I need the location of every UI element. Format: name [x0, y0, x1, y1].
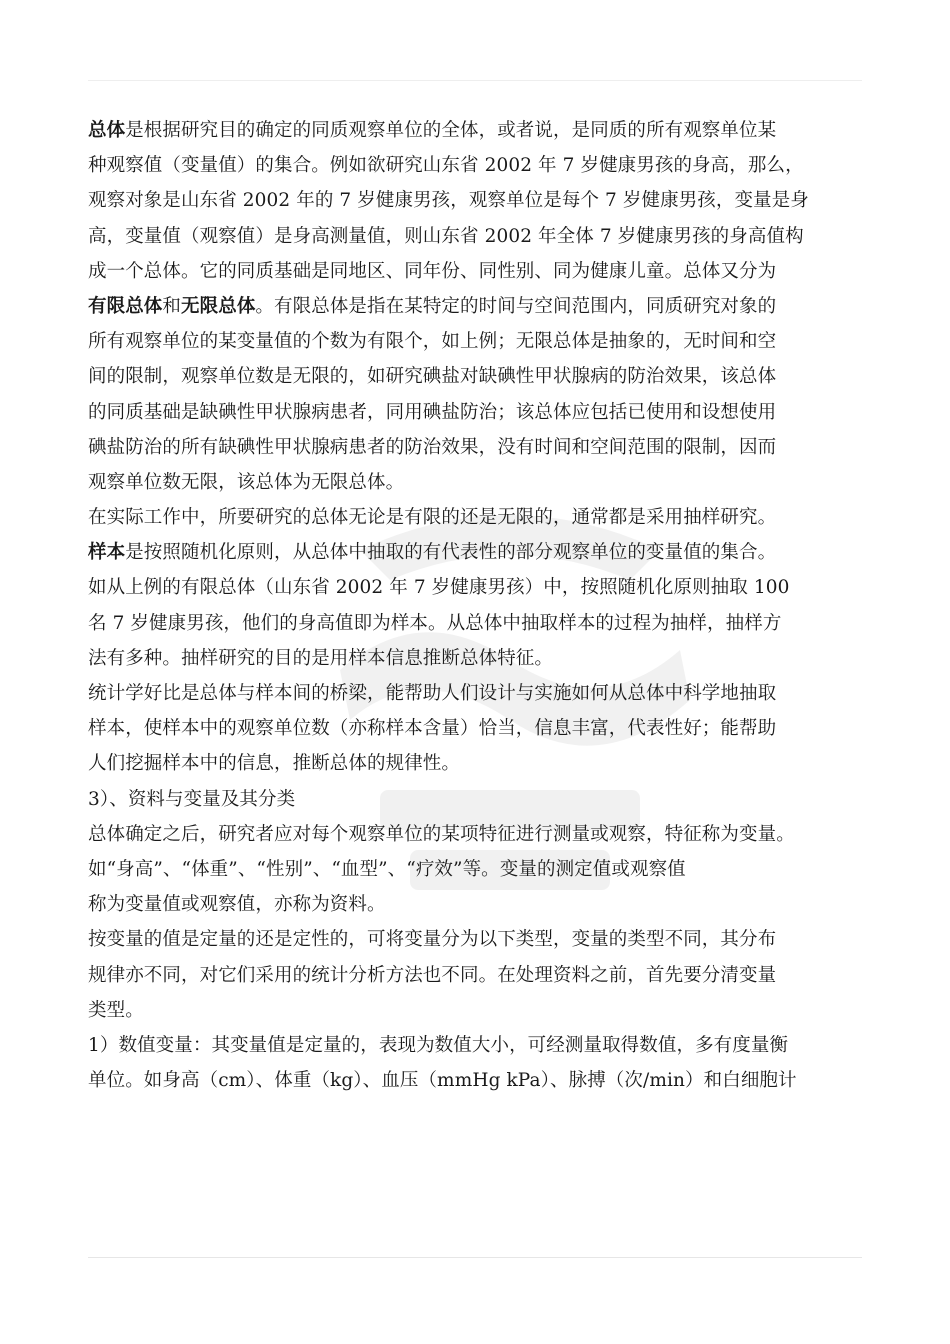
text-segment: 规律亦不同，对它们采用的统计分析方法也不同。在处理资料之前，首先要分清变量: [88, 964, 777, 986]
text-segment: 称为变量值或观察值，亦称为资料。: [88, 894, 386, 916]
text-line: [88, 219, 878, 254]
text-line: [88, 993, 878, 1028]
text-line: [88, 289, 878, 324]
text-line: [88, 500, 878, 535]
text-segment: 是根据研究目的确定的同质观察单位的全体，或者说，是同质的所有观察单位某: [125, 120, 777, 141]
text-segment: 法有多种。抽样研究的目的是用样本信息推断总体特征。: [88, 647, 554, 669]
bold-term: 无限总体: [181, 295, 256, 317]
text-line: [88, 324, 878, 359]
text-segment: 观察单位数无限，该总体为无限总体。: [88, 471, 405, 493]
text-segment: 单位。如身高（cm）、体重（kg）、血压（mmHg kPa）、脉搏（次/min）和白细胞计: [88, 1070, 797, 1092]
text-line: [88, 676, 878, 711]
bold-term: 样本: [88, 542, 126, 564]
text-segment: 类型。: [88, 999, 144, 1021]
text-segment: 如“身高”、“体重”、“性别”、“血型”、“疗效”等。变量的测定值或观察值: [88, 858, 686, 880]
text-line: [88, 887, 878, 922]
text-segment: 名 7 岁健康男孩，他们的身高值即为样本。从总体中抽取样本的过程为抽样，抽样方: [88, 612, 782, 634]
text-segment: 高，变量值（观察值）是身高测量值，则山东省 2002 年全体 7 岁健康男孩的身高值构: [88, 225, 804, 247]
text-segment: 如从上例的有限总体（山东省 2002 年 7 岁健康男孩）中，按照随机化原则抽取 100: [88, 577, 790, 599]
text-line: [88, 465, 878, 500]
text-segment: 在实际工作中，所要研究的总体无论是有限的还是无限的，通常都是采用抽样研究。: [88, 507, 777, 529]
text-line: [88, 359, 878, 394]
text-line: [88, 535, 878, 570]
text-line: [88, 852, 878, 887]
text-segment: 的同质基础是缺碘性甲状腺病患者，同用碘盐防治；该总体应包括已使用和设想使用: [88, 401, 777, 423]
text-line: [88, 1063, 878, 1098]
text-line: [88, 183, 878, 218]
text-line: [88, 148, 878, 183]
text-line: [88, 817, 878, 852]
text-line: [88, 254, 878, 289]
text-segment: 和: [162, 295, 182, 317]
text-segment: 样本，使样本中的观察单位数（亦称样本含量）恰当，信息丰富，代表性好；能帮助: [88, 718, 777, 740]
document-body: [88, 113, 878, 1098]
text-line: [88, 113, 878, 148]
text-segment: 3）、资料与变量及其分类: [88, 788, 296, 810]
text-segment: 1）数值变量：其变量值是定量的，表现为数值大小，可经测量取得数值，多有度量衡: [88, 1034, 789, 1056]
text-line: [88, 958, 878, 993]
text-line: [88, 430, 878, 465]
text-line: [88, 395, 878, 430]
text-segment: 碘盐防治的所有缺碘性甲状腺病患者的防治效果，没有时间和空间范围的限制，因而: [88, 436, 777, 458]
text-line: [88, 641, 878, 676]
text-segment: 按变量的值是定量的还是定性的，可将变量分为以下类型，变量的类型不同，其分布: [88, 929, 777, 951]
text-line: [88, 1028, 878, 1063]
text-line: [88, 922, 878, 957]
text-line: [88, 746, 878, 781]
text-segment: 人们挖掘样本中的信息，推断总体的规律性。: [88, 753, 461, 775]
text-line: [88, 782, 878, 817]
text-segment: 总体确定之后，研究者应对每个观察单位的某项特征进行测量或观察，特征称为变量。: [88, 823, 795, 845]
text-line: [88, 570, 878, 605]
bold-term: 总体: [88, 120, 126, 141]
text-segment: 种观察值（变量值）的集合。例如欲研究山东省 2002 年 7 岁健康男孩的身高，那么，: [88, 155, 804, 177]
bold-term: 有限总体: [88, 295, 163, 317]
text-segment: 成一个总体。它的同质基础是同地区、同年份、同性别、同为健康儿童。总体又分为: [88, 260, 777, 282]
text-segment: 所有观察单位的某变量值的个数为有限个，如上例；无限总体是抽象的，无时间和空: [88, 331, 777, 353]
text-line: [88, 711, 878, 746]
text-line: [88, 606, 878, 641]
text-segment: 是按照随机化原则，从总体中抽取的有代表性的部分观察单位的变量值的集合。: [125, 542, 777, 564]
footer-rule: [88, 1257, 862, 1258]
text-segment: 间的限制，观察单位数是无限的，如研究碘盐对缺碘性甲状腺病的防治效果，该总体: [88, 366, 777, 388]
text-segment: 。有限总体是指在某特定的时间与空间范围内，同质研究对象的: [255, 295, 777, 317]
text-segment: 统计学好比是总体与样本间的桥梁，能帮助人们设计与实施如何从总体中科学地抽取: [88, 683, 777, 704]
header-rule: [88, 80, 862, 81]
text-segment: 观察对象是山东省 2002 年的 7 岁健康男孩，观察单位是每个 7 岁健康男孩，变量是身: [88, 190, 809, 212]
